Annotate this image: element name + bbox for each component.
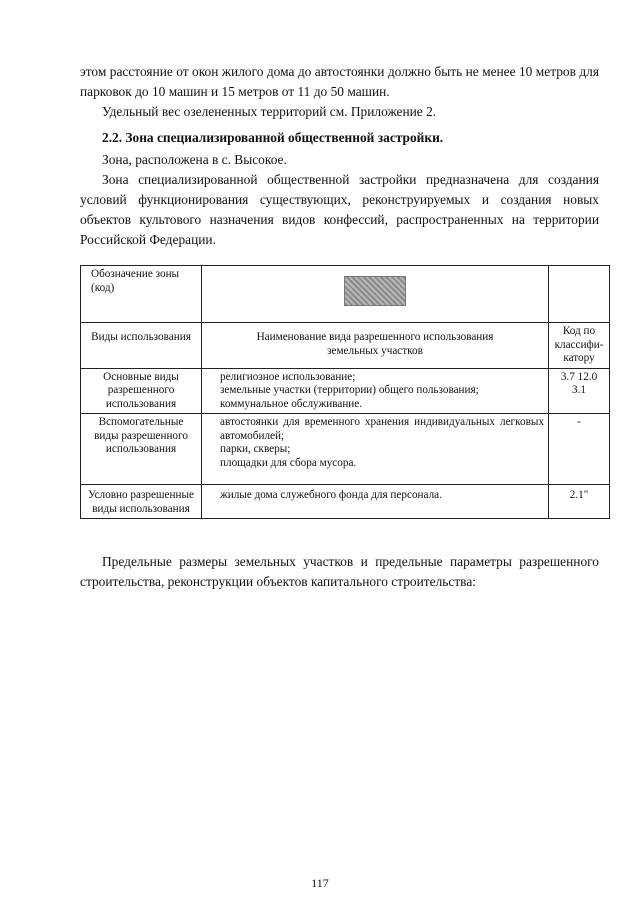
intro-paragraph-2: Удельный вес озелененных территорий см. Приложение 2. [102,104,437,119]
zone-code-cell [202,266,549,323]
intro-paragraph-1: этом расстояние от окон жилого дома до автостоянки должно быть не менее 10 метров для парковок до 10 машин и 15 метров от 11 до 50 машин. [80,64,599,99]
zone-label: Обозначение зоны (код) [91,268,180,294]
closing-text [80,552,599,592]
intro-text [80,62,599,250]
code-item: 3.7 [560,370,575,383]
row-aux-names [202,414,549,485]
closing-paragraph: Предельные размеры земельных участков и предельные параметры разрешенного строительства, реконструкции объектов капитального строительства: [80,554,599,589]
list-item: парки, скверы; [220,443,291,455]
zone-table [80,265,610,519]
row-conditional-type: Условно разрешенные виды использования [81,485,202,519]
row-aux-type: Вспомогательные виды разрешенного использования [81,414,202,485]
row-conditional-codes [549,485,610,519]
table-row [81,414,610,485]
header-code: Код по классифи-катору [549,323,610,369]
header-types: Виды использования [81,323,202,369]
row-aux-codes [549,414,610,485]
row-conditional-names [202,485,549,519]
code-item: 2.1" [569,489,589,501]
code-item: - [577,416,581,428]
row-main-codes [549,368,610,414]
table-row [81,266,610,323]
list-item: площадки для сбора мусора. [220,456,357,469]
list-item: автостоянки для временного хранения индивидуальных легковых автомобилей; [220,416,544,442]
zone-empty-cell [549,266,610,323]
row-main-type: Основные виды разрешенного использования [81,368,202,414]
zone-code-image [344,276,406,306]
list-item: жилые дома служебного фонда для персонала. [220,489,442,501]
table-row [81,368,610,414]
page-number: 117 [311,876,329,890]
row-main-names [202,368,549,414]
zone-table-wrapper [80,265,610,519]
list-item: коммунальное обслуживание. [220,397,363,410]
section-location: Зона, расположена в с. Высокое. [102,152,287,167]
code-item: 3.1 [572,384,586,396]
list-item: религиозное использование; [220,370,356,383]
section-heading: 2.2. Зона специализированной общественной застройки. [102,130,444,145]
table-header-row [81,323,610,369]
section-description: Зона специализированной общественной застройки предназначена для создания условий функционирования существующих, реконструируемых и создания новых объектов культового назначения видов конфессий, распространенных на территории Российской Федерации. [80,172,599,247]
code-item: 12.0 [577,370,598,383]
table-row [81,485,610,519]
list-item: земельные участки (территории) общего пользования; [220,384,479,396]
header-name: Наименование вида разрешенного использования земельных участков [202,323,549,369]
zone-label-cell [81,266,202,323]
